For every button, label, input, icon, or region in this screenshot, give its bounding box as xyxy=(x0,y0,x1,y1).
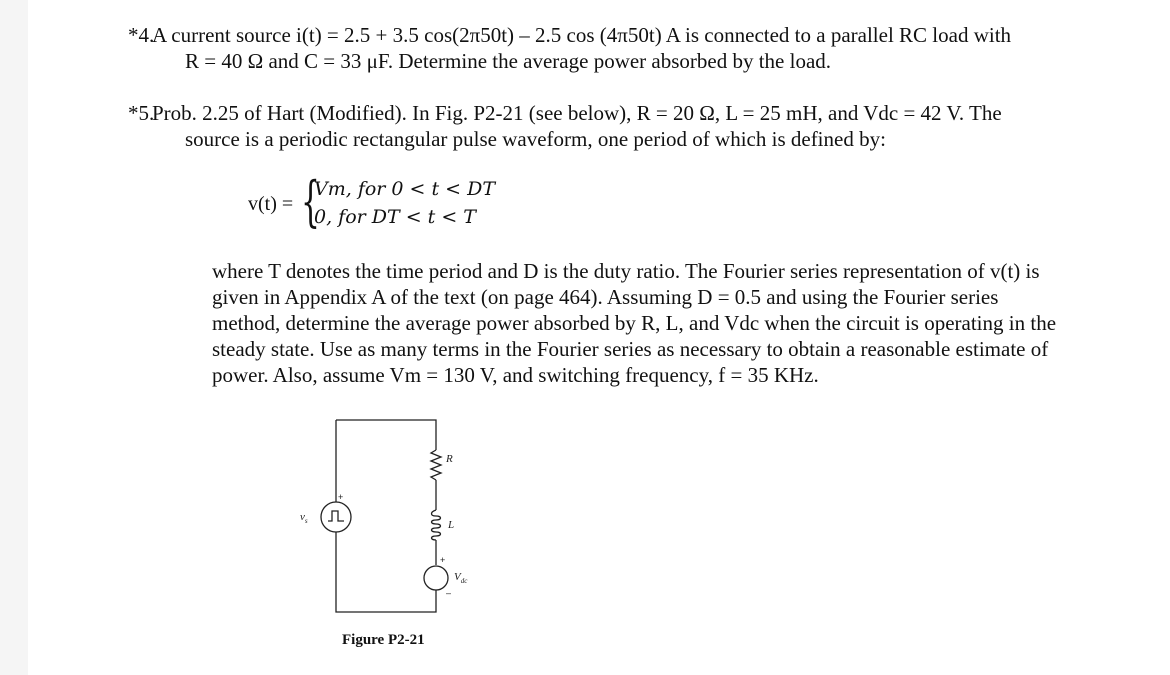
vs-source xyxy=(321,502,351,532)
problem-4-line-1: A current source i(t) = 2.5 + 3.5 cos(2π50t) – 2.5 cos (4π50t) A is connected to a parallel RC load with xyxy=(152,23,1012,47)
paragraph-line: power. Also, assume Vm = 130 V, and switching frequency, f = 35 KHz. xyxy=(212,363,819,387)
problem-4 xyxy=(128,22,1012,74)
paragraph-line: given in Appendix A of the text (on page 464). Assuming D = 0.5 and using the Fourier series xyxy=(212,285,999,309)
bottom-wire xyxy=(336,532,436,612)
equation-case-2: 0, for DT < t < T xyxy=(314,206,476,228)
paragraph-line: where T denotes the time period and D is the duty ratio. The Fourier series representation of v(t) is xyxy=(212,259,1040,283)
problem-5-number: *5. xyxy=(128,101,155,125)
problem-4-number: *4. xyxy=(128,23,155,47)
inductor xyxy=(432,510,441,540)
l-label: L xyxy=(448,519,455,531)
r-label: R xyxy=(446,453,453,465)
problem-4-line-2: R = 40 Ω and C = 33 μF. Determine the average power absorbed by the load. xyxy=(185,49,832,73)
vs-plus-sign: + xyxy=(338,492,344,502)
problem-5-line-1: Prob. 2.25 of Hart (Modified). In Fig. P2-21 (see below), R = 20 Ω, L = 25 mH, and Vdc = 42 V. The xyxy=(152,101,1002,125)
problem-5-paragraph xyxy=(212,258,1056,388)
vdc-source xyxy=(424,566,448,590)
problem-5 xyxy=(128,100,1002,152)
circuit-diagram xyxy=(280,410,520,660)
problem-5-line-2: source is a periodic rectangular pulse waveform, one period of which is defined by: xyxy=(185,127,886,151)
figure-caption: Figure P2-21 xyxy=(342,632,425,648)
vs-pulse-icon xyxy=(328,511,344,521)
equation-lhs: v(t) = xyxy=(248,193,294,215)
resistor xyxy=(431,450,441,480)
vdc-label: $V_{dc}$ xyxy=(454,571,468,585)
equation-brace: { xyxy=(301,170,320,233)
equation-case-1: Vm, for 0 < t < DT xyxy=(314,178,496,200)
top-wire xyxy=(336,420,436,450)
vdc-plus-sign: + xyxy=(440,555,446,565)
paragraph-line: method, determine the average power absorbed by R, L, and Vdc when the circuit is operating in the xyxy=(212,311,1057,335)
vs-label: $v_s$ xyxy=(300,511,308,525)
paragraph-line: steady state. Use as many terms in the Fourier series as necessary to obtain a reasonable estimate of xyxy=(212,337,1049,361)
vdc-minus-sign: – xyxy=(446,588,452,598)
